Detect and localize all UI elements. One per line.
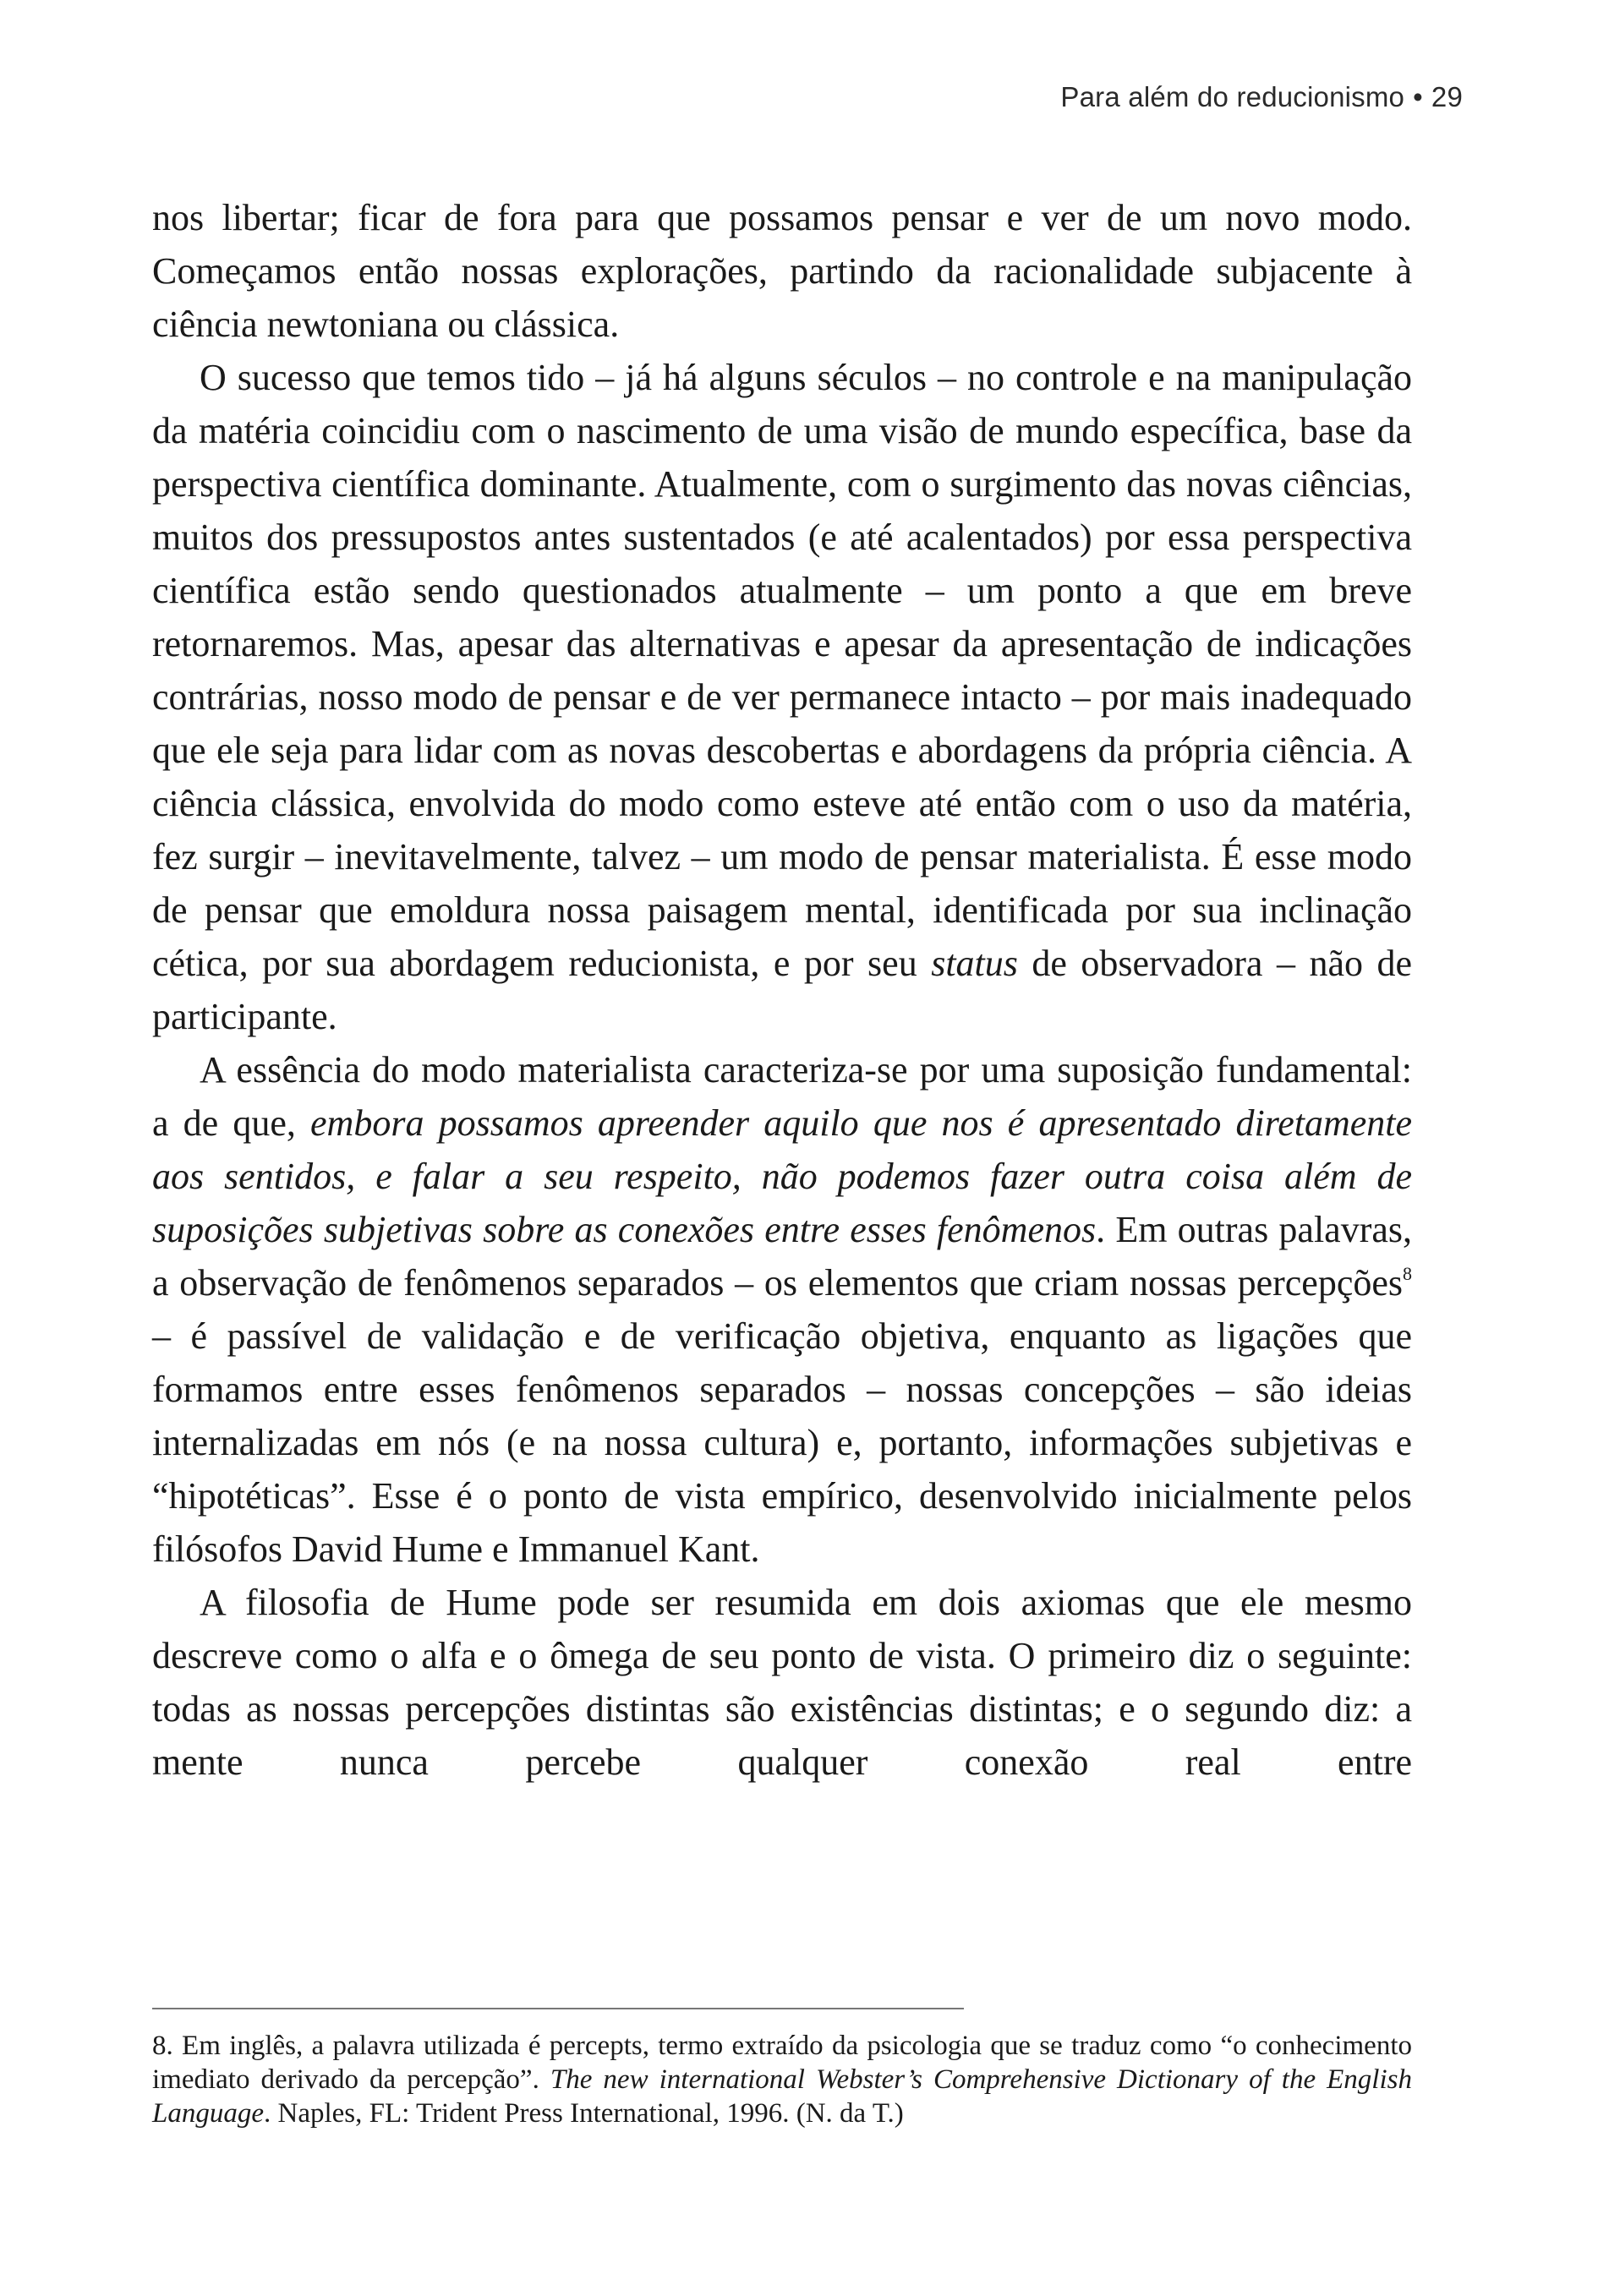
footnote-divider <box>152 2008 964 2009</box>
running-head <box>1060 81 1463 113</box>
paragraph-3-text-a: A essência do modo materialista caracteriza-se por uma suposição fundamental: a de que, <box>152 1049 1412 1144</box>
paragraph-4: A filosofia de Hume pode ser resumida em dois axiomas que ele mesmo descreve como o alfa e o ômega de seu ponto de vista. O primeiro diz o seguinte: todas as nossas percepções distintas são existências distintas; e o segundo diz: a mente nunca percebe qualquer conexão real entre <box>152 1582 1412 1783</box>
paragraph-2-text-b: de observadora – não de participante. <box>152 943 1412 1037</box>
page-number: 29 <box>1431 81 1463 112</box>
paragraph-3-text-c: – é passível de validação e de verificação objetiva, enquanto as ligações que formamos entre esses fenômenos separados – nossas concepções – são ideias internalizadas em nós (e na nossa cultura) e, portanto, informações subjetivas e “hipotéticas”. Esse é o ponto de vista empírico, desenvolvido inicialmente pelos filósofos David Hume e Immanuel Kant. <box>152 1315 1412 1570</box>
footnote <box>152 2029 1412 2130</box>
footnote-text-a: 8. Em inglês, a palavra utilizada é percepts, termo extraído da psicologia que se traduz como “o conhecimento imediato derivado da percepção”. <box>152 2031 1412 2095</box>
footnote-reference: 8 <box>1403 1263 1412 1284</box>
paragraph-2-text-a: O sucesso que temos tido – já há alguns séculos – no controle e na manipulação da matéria coincidiu com o nascimento de uma visão de mundo específica, base da perspectiva científica dominante. Atualmente, com o surgimento das novas ciências, muitos dos pressupostos antes sustentados (e até acalentados) por essa perspectiva científica estão sendo questionados atualmente – um ponto a que em breve retornaremos. Mas, apesar das alternativas e apesar da apresentação de indicações contrárias, nosso modo de pensar e de ver permanece intacto – por mais inadequado que ele seja para lidar com as novas descobertas e abordagens da própria ciência. A ciência clássica, envolvida do modo como esteve até então com o uso da matéria, fez surgir – inevitavelmente, talvez – um modo de pensar materialista. É esse modo de pensar que emoldura nossa paisagem mental, identificada por sua inclinação cética, por sua abordagem reducionista, e por seu <box>152 357 1412 984</box>
paragraph-1: nos libertar; ficar de fora para que possamos pensar e ver de um novo modo. Começamos então nossas explorações, partindo da racionalidade subjacente à ciência newtoniana ou clássica. <box>152 197 1412 345</box>
footnote-italic-title: The new international Webster’s Comprehensive Dictionary of the English Language <box>152 2064 1412 2129</box>
paragraph-3-italic: embora possamos apreender aquilo que nos é apresentado diretamente aos sentidos, e falar a seu respeito, não podemos fazer outra coisa além de suposições subjetivas sobre as conexões entre esses fenômenos <box>152 1102 1413 1250</box>
paragraph-2 <box>152 351 1412 1043</box>
footnote-8 <box>152 2029 1412 2130</box>
paragraph-3 <box>152 1043 1412 1576</box>
running-head-separator: • <box>1413 81 1423 112</box>
footnote-text-b: . Naples, FL: Trident Press International, 1996. (N. da T.) <box>264 2098 904 2129</box>
body-text <box>152 191 1412 1789</box>
running-head-title: Para além do reducionismo <box>1060 81 1405 112</box>
paragraph-3-text-b: . Em outras palavras, a observação de fenômenos separados – os elementos que criam nossas percepções <box>152 1209 1413 1304</box>
paragraph-2-italic-status: status <box>931 943 1018 984</box>
